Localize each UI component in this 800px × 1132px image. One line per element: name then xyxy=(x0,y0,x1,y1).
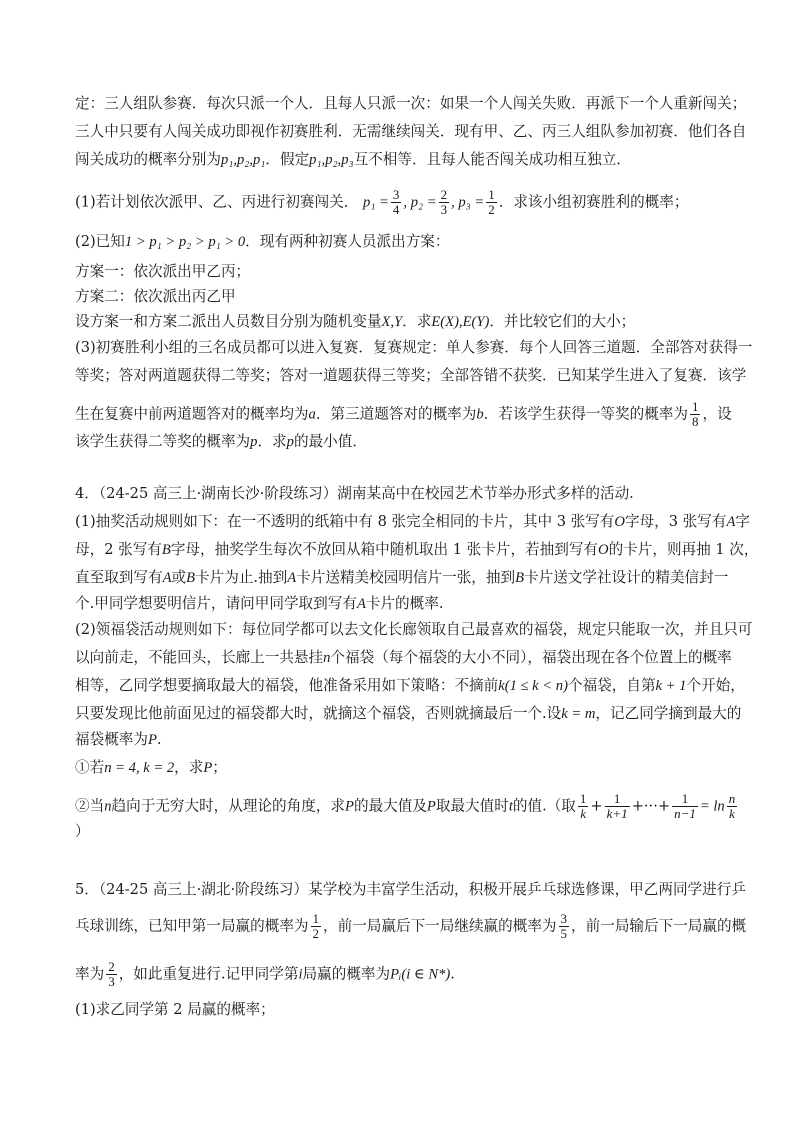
p3-scheme-vars: 设方案一和方案二派出人员数目分别为随机变量X,Y．求E(X),E(Y)．并比较它们的大小； xyxy=(75,313,636,330)
p4-closing-paren: ） xyxy=(75,823,90,840)
fraction: $\frac{1}{8}$ xyxy=(691,399,699,429)
p3-scheme1: 方案一：依次派出甲乙丙； xyxy=(75,263,251,280)
fraction: $\frac{2}{3}$ xyxy=(108,959,115,989)
p4-part1-line3: 直至取到写有A或B卡片为止.抽到A卡片送精美校园明信片一张，抽到B卡片送文学社设计的精美信封一 xyxy=(75,569,729,586)
p3-line1: 定：三人组队参赛．每次只派一个人．且每人只派一次：如果一个人闯关失败．再派下一个人重新闯关； xyxy=(75,95,747,112)
p4-part2-line1: (2)领福袋活动规则如下：每位同学都可以去文化长廊领取自己最喜欢的福袋，规定只能取一次，并且只可 xyxy=(75,621,753,638)
p4-heading: 4．（24-25 高三上·湖南长沙·阶段练习）湖南某高中在校园艺术节举办形式多样的活动. xyxy=(75,485,634,502)
fraction: $\frac{1}{2}$ xyxy=(488,187,495,217)
p3-question3-line1: (3)初赛胜利小组的三名成员都可以进入复赛．复赛规定：单人参赛．每个人回答三道题．全部答对获得一 xyxy=(75,339,753,356)
fraction: $\frac{1}{k}$ xyxy=(579,791,587,821)
p5-heading: 5．（24-25 高三上·湖北·阶段练习）某学校为丰富学生活动，积极开展乒乓球选修课，甲乙两同学进行乒 xyxy=(75,881,746,898)
fraction: $\frac{2}{3}$ xyxy=(440,187,448,217)
p4-part1-line4: 个.甲同学想要明信片，请问甲同学取到写有A卡片的概率. xyxy=(75,595,444,612)
p4-subquestion2: ②当n趋向于无穷大时，从理论的角度，求P的最大值及P取最大值时t的值.（取 $\frac{1}{k}$ + $\frac{1}{k+1}$ +···+ $\frac{1}{n-1}$ = ln $\frac{n}{k}$ xyxy=(75,791,736,821)
p5-line2: 乓球训练，已知甲第一局赢的概率为 $\frac{1}{2}$ ，前一局赢后下一局继续赢的概率为 $\frac{3}{5}$ ，前一局输后下一局赢的概 xyxy=(75,911,747,941)
fraction: $\frac{1}{k+1}$ xyxy=(606,791,628,821)
p5-line3: 率为 $\frac{2}{3}$ ，如此重复进行.记甲同学第i局赢的概率为Pᵢ(i ∈ N*). xyxy=(75,959,455,989)
p5-question1: (1)求乙同学第 2 局赢的概率； xyxy=(75,1001,275,1018)
p4-part2-line3: 相等，乙同学想要摘取最大的福袋，他准备采用如下策略：不摘前k(1 ≤ k < n)个福袋，自第k + 1个开始， xyxy=(75,677,745,694)
p4-part2-line2: 以向前走，不能回头，长廊上一共悬挂n个福袋（每个福袋的大小不同），福袋出现在各个位置上的概率 xyxy=(75,649,732,666)
p3-scheme2: 方案二：依次派出丙乙甲 xyxy=(75,288,236,305)
p3-question2: (2)已知1 > p₁ > p₂ > p₁ > 0．现有两种初赛人员派出方案： xyxy=(75,233,450,250)
p4-part1-line1: (1)抽奖活动规则如下：在一不透明的纸箱中有 8 张完全相同的卡片，其中 3 张写有O字母，3 张写有A字 xyxy=(75,513,750,530)
p4-part1-line2: 母，2 张写有B字母，抽奖学生每次不放回从箱中随机取出 1 张卡片，若抽到写有O的卡片，则再抽 1 次， xyxy=(75,541,759,558)
p3-line2: 三人中只要有人闯关成功即视作初赛胜利．无需继续闯关．现有甲、乙、丙三人组队参加初赛．他们各自 xyxy=(75,123,747,140)
fraction: $\frac{3}{5}$ xyxy=(560,911,568,941)
fraction: $\frac{1}{2}$ xyxy=(312,911,320,941)
fraction: $\frac{3}{4}$ xyxy=(392,187,400,217)
p3-question1: (1)若计划依次派甲、乙、丙进行初赛闯关． p₁ = $\frac{3}{4}$ , p₂ = $\frac{2}{3}$ , p₃ = $\frac{1}{2}$ ．求该小组初赛胜利的概率； xyxy=(75,187,689,217)
p3-question3-line2: 等奖；答对两道题获得二等奖；答对一道题获得三等奖；全部答错不获奖．已知某学生进入了复赛．该学 xyxy=(75,367,747,384)
p4-subquestion1: ①若n = 4, k = 2，求P； xyxy=(75,759,227,776)
fraction: $\frac{1}{n-1}$ xyxy=(674,791,696,821)
p3-question3-line4: 该学生获得二等奖的概率为p．求p的最小值． xyxy=(75,433,367,450)
p4-part2-line5: 福袋概率为P. xyxy=(75,731,162,748)
p3-line3: 闯关成功的概率分别为p₁,p₂,p₁．假定p₁,p₂,p₃互不相等．且每人能否闯关成功相互独立． xyxy=(75,151,631,168)
p3-question3-line3: 生在复赛中前两道题答对的概率均为a．第三道题答对的概率为b．若该学生获得一等奖的概率为 $\frac{1}{8}$ ，设 xyxy=(75,399,732,429)
p4-part2-line4: 只要发现比他前面见过的福袋都大时，就摘这个福袋，否则就摘最后一个.设k = m，记乙同学摘到最大的 xyxy=(75,705,742,722)
fraction: $\frac{n}{k}$ xyxy=(728,791,736,821)
